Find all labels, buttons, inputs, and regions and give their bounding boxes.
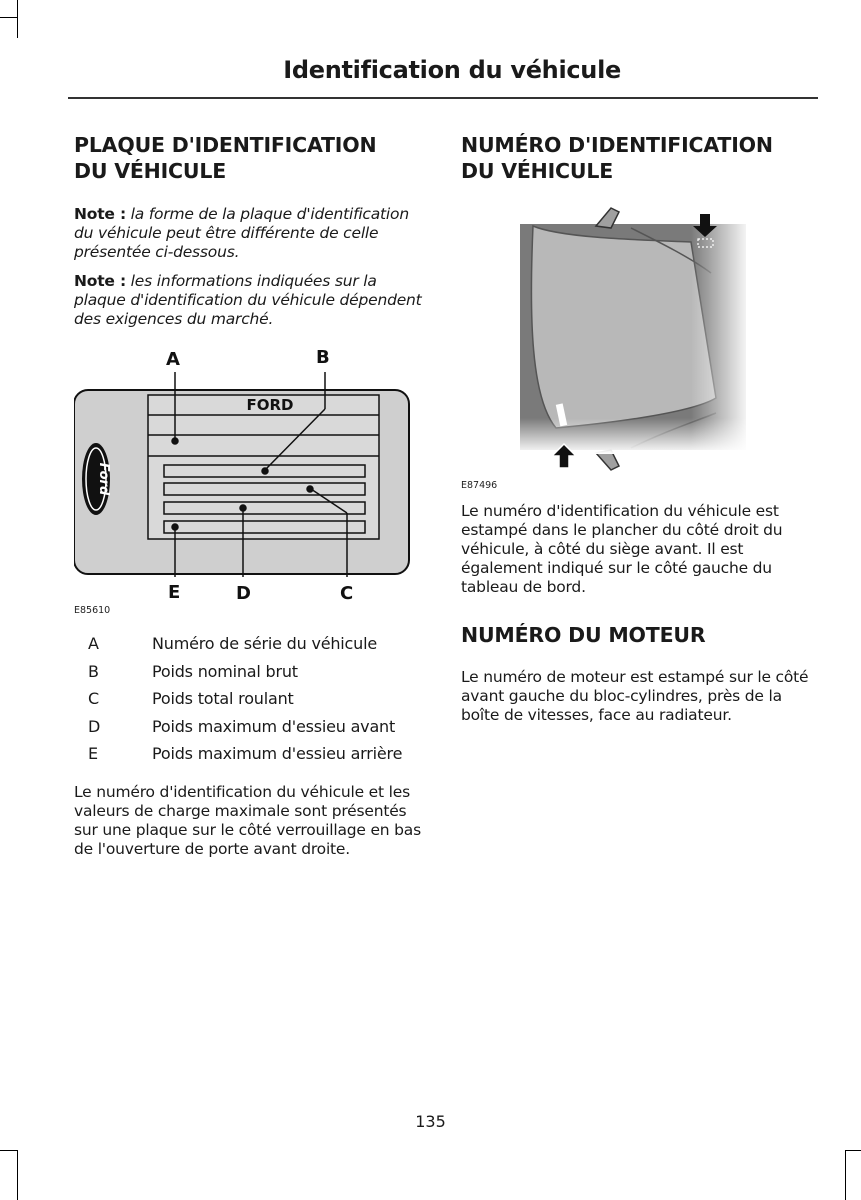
legend-list bbox=[74, 634, 428, 772]
note-2-label: Note : bbox=[74, 272, 126, 290]
note-1-text: la forme de la plaque d'identification du véhicule peut être différente de celle présentée ci-dessous. bbox=[74, 205, 409, 261]
legend-item bbox=[74, 634, 428, 662]
legend-key: E bbox=[88, 744, 98, 763]
title-rule bbox=[68, 97, 818, 99]
page-title: Identification du véhicule bbox=[283, 56, 621, 84]
right-column bbox=[461, 132, 817, 725]
crop-mark-top-left-v bbox=[17, 0, 18, 38]
crop-mark-top-left-h bbox=[0, 17, 17, 18]
crop-mark-bottom-right-h bbox=[845, 1150, 861, 1151]
callout-c: C bbox=[340, 583, 354, 601]
page-number: 135 bbox=[415, 1112, 446, 1131]
legend-item bbox=[74, 744, 428, 772]
note-2-text: les informations indiquées sur la plaque d'identification du véhicule dépendent des exigences du marché. bbox=[74, 272, 422, 328]
section-heading-vin: NUMÉRO D'IDENTIFICATION DU VÉHICULE bbox=[461, 133, 773, 183]
legend-item bbox=[74, 662, 428, 690]
legend-key: C bbox=[88, 689, 99, 708]
legend-text: Poids total roulant bbox=[152, 689, 294, 708]
plate-location-paragraph: Le numéro d'identification du véhicule et les valeurs de charge maximale sont présentés sur une plaque sur le côté verrouillage en bas de l'ouverture de porte avant droite. bbox=[74, 782, 421, 858]
note-1 bbox=[74, 205, 428, 262]
ford-logo-text: Ford bbox=[96, 462, 111, 496]
legend-text: Poids maximum d'essieu avant bbox=[152, 716, 396, 736]
vin-location-paragraph: Le numéro d'identification du véhicule est estampé dans le plancher du côté droit du véhicule, à côté du siège avant. Il est également indiqué sur le côté gauche du tableau de bord. bbox=[461, 502, 783, 596]
plate-ford-text: FORD bbox=[246, 396, 294, 414]
legend-item bbox=[74, 689, 428, 717]
crop-mark-bottom-left-v bbox=[17, 1150, 18, 1200]
section-heading-engine: NUMÉRO DU MOTEUR bbox=[461, 623, 706, 647]
crop-mark-bottom-right-v bbox=[845, 1150, 846, 1200]
callout-d: D bbox=[236, 583, 251, 601]
plate-field-4 bbox=[164, 521, 365, 533]
legend-item bbox=[74, 717, 428, 745]
vehicle-top-view-figure bbox=[461, 198, 817, 478]
legend-text: Numéro de série du véhicule bbox=[152, 634, 377, 653]
left-column bbox=[74, 132, 428, 859]
legend-key: B bbox=[88, 661, 99, 681]
callout-b: B bbox=[316, 347, 330, 368]
legend-text: Poids maximum d'essieu arrière bbox=[152, 744, 403, 763]
legend-text: Poids nominal brut bbox=[152, 661, 298, 681]
legend-key: D bbox=[88, 716, 101, 736]
engine-number-paragraph: Le numéro de moteur est estampé sur le côté avant gauche du bloc-cylindres, près de la boîte de vitesses, face au radiateur. bbox=[461, 668, 809, 724]
note-1-label: Note : bbox=[74, 205, 126, 223]
callout-e: E bbox=[168, 582, 181, 601]
plate-field-3 bbox=[164, 502, 365, 514]
plate-field-2 bbox=[164, 483, 365, 495]
id-plate-figure bbox=[74, 341, 414, 601]
figure-code-plate: E85610 bbox=[74, 605, 111, 616]
callout-a: A bbox=[166, 349, 180, 370]
legend-key: A bbox=[88, 634, 99, 653]
section-heading-plate: PLAQUE D'IDENTIFICATION DU VÉHICULE bbox=[74, 133, 377, 183]
note-2 bbox=[74, 272, 428, 329]
windshield bbox=[531, 226, 716, 428]
crop-mark-bottom-left-h bbox=[0, 1150, 17, 1151]
figure-code-vehicle: E87496 bbox=[461, 480, 498, 491]
